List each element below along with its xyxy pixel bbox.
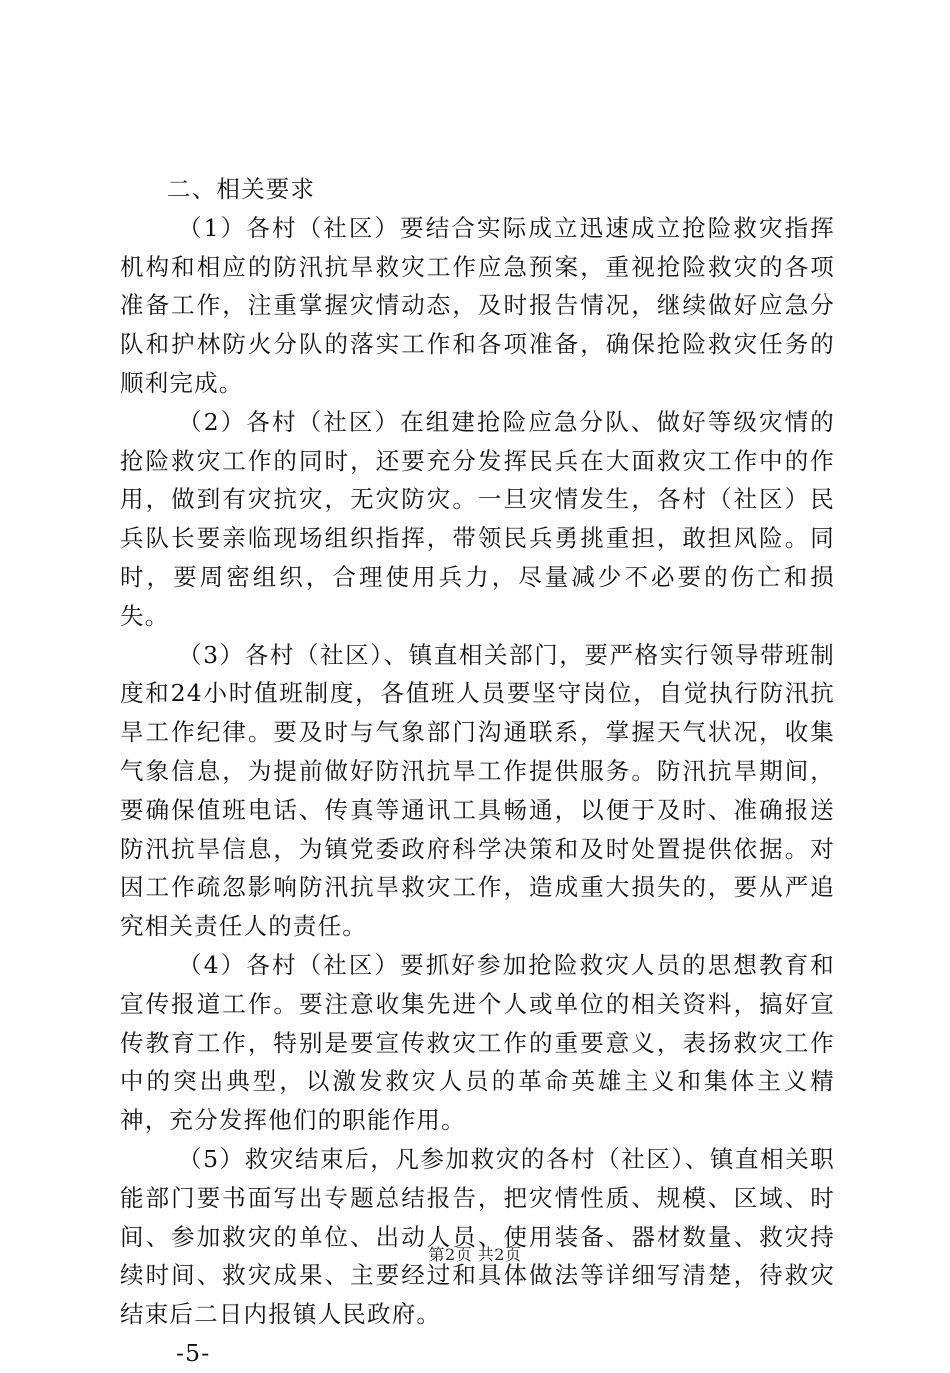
document-body [120,170,835,1373]
inline-page-number: -5- [176,1338,211,1367]
paragraph-requirement-1: （1）各村（社区）要结合实际成立迅速成立抢险救灾指挥机构和相应的防汛抗旱救灾工作应急预案，重视抢险救灾的各项准备工作，注重掌握灾情动态，及时报告情况，继续做好应急分队和护林防火分队的落实工作和各项准备，确保抢险救灾任务的顺利完成。 [120,213,835,397]
section-heading: 二、相关要求 [167,175,316,203]
paragraph-requirement-3: （3）各村（社区）、镇直相关部门，要严格实行领导带班制度和24小时值班制度，各值班人员要坚守岗位，自觉执行防汛抗旱工作纪律。要及时与气象部门沟通联系，掌握天气状况，收集气象信息，为提前做好防汛抗旱工作提供服务。防汛抗旱期间，要确保值班电话、传真等通讯工具畅通，以便于及时、准确报送防汛抗旱信息，为镇党委政府科学决策和及时处置提供依据。对因工作疏忽影响防汛抗旱救灾工作，造成重大损失的，要从严追究相关责任人的责任。 [120,640,835,941]
paragraph-requirement-4: （4）各村（社区）要抓好参加抢险救灾人员的思想教育和宣传报道工作。要注意收集先进个人或单位的相关资料，搞好宣传教育工作，特别是要宣传救灾工作的重要意义，表扬救灾工作中的突出典型，以激发救灾人员的革命英雄主义和集体主义精神，充分发挥他们的职能作用。 [120,950,835,1135]
paragraph-requirement-2: （2）各村（社区）在组建抢险应急分队、做好等级灾情的抢险救灾工作的同时，还要充分发挥民兵在大面救灾工作中的作用，做到有灾抗灾，无灾防灾。一旦灾情发生，各村（社区）民兵队长要亲临现场组织指挥，带领民兵勇挑重担，敢担风险。同时，要周密组织，合理使用兵力，尽量减少不必要的伤亡和损失。 [120,407,835,630]
paragraph-requirement-5: （5）救灾结束后，凡参加救灾的各村（社区）、镇直相关职能部门要书面写出专题总结报告，把灾情性质、规模、区域、时间、参加救灾的单位、出动人员、使用装备、器材数量、救灾持续时间、救灾成果、主要经过和具体做法等详细写清楚，待救灾结束后二日内报镇人民政府。 [120,1144,835,1329]
page-footer: 第2页 共2页 [428,1245,522,1264]
